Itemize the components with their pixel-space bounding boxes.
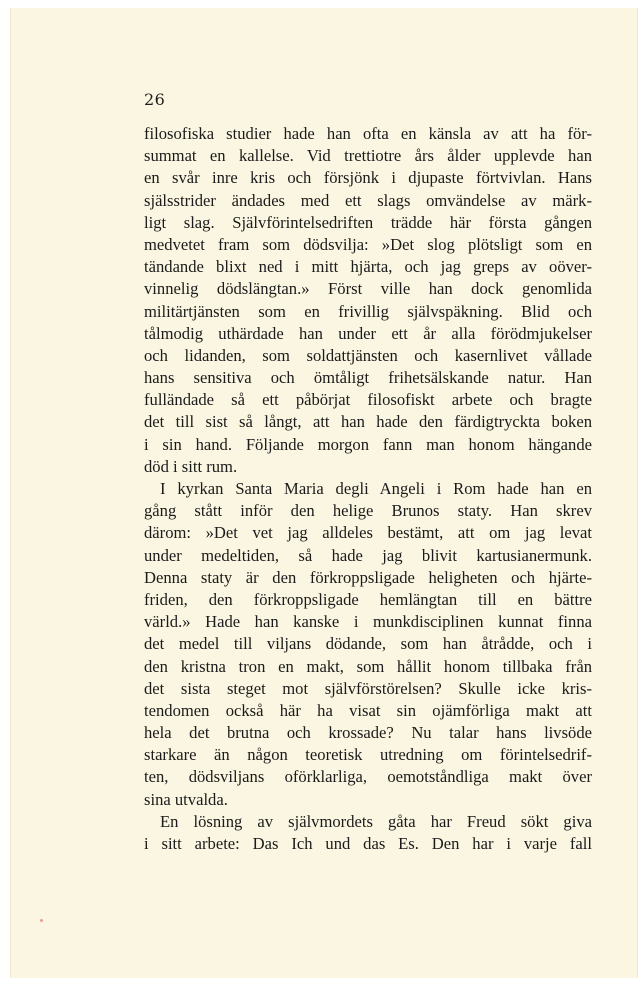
body-text bbox=[144, 123, 592, 855]
text-line: det medel till viljans dödande, som han åtrådde, och i bbox=[144, 634, 592, 654]
text-line: medvetet fram som dödsvilja: »Det slog plötsligt som en bbox=[144, 234, 592, 254]
text-line: gång stått inför den helige Brunos staty. Han skrev bbox=[144, 501, 592, 521]
text-line: i sin hand. Följande morgon fann man honom hängande bbox=[144, 434, 592, 454]
text-line: en svår inre kris och försjönk i djupaste förtvivlan. Hans bbox=[144, 168, 592, 188]
text-line: under medeltiden, så hade jag blivit kartusianermunk. bbox=[144, 545, 592, 565]
text-line: sina utvalda. bbox=[144, 789, 228, 809]
text-line: hela det brutna och krossade? Nu talar hans livsöde bbox=[144, 723, 592, 743]
text-line: därom: »Det vet jag alldeles bestämt, att om jag levat bbox=[144, 523, 592, 543]
text-line: själsstrider ändades med ett slags omvändelse av märk- bbox=[144, 190, 592, 210]
text-line: död i sitt rum. bbox=[144, 456, 238, 476]
book-page bbox=[10, 8, 638, 978]
text-line: det till sist så långt, att han hade den färdigtryckta boken bbox=[144, 412, 592, 432]
text-line: summat en kallelse. Vid trettiotre års ålder upplevde han bbox=[144, 146, 592, 166]
paper-speck bbox=[40, 919, 43, 922]
text-line: och lidanden, som soldattjänsten och kasernlivet vållade bbox=[144, 345, 592, 365]
text-line: hans sensitiva och ömtåligt frihetsälskande natur. Han bbox=[144, 368, 592, 388]
text-line: i sitt arbete: Das Ich und das Es. Den har i varje fall bbox=[144, 834, 592, 853]
text-line: fulländade så ett påbörjat filosofiskt arbete och bragte bbox=[144, 390, 592, 410]
text-line: värld.» Hade han kanske i munkdisciplinen kunnat finna bbox=[144, 612, 592, 632]
text-line: ligt slag. Självförintelsedriften trädde här första gången bbox=[144, 212, 592, 232]
text-line: En lösning av självmordets gåta har Freud sökt giva bbox=[160, 811, 592, 831]
text-line: Denna staty är den förkroppsligade heligheten och hjärte- bbox=[144, 567, 592, 587]
text-line: militärtjänsten som en frivillig självspäkning. Blid och bbox=[144, 301, 592, 321]
text-line: tendomen också här ha visat sin ojämförliga makt att bbox=[144, 700, 592, 720]
text-line: friden, den förkroppsligade hemlängtan till en bättre bbox=[144, 589, 592, 609]
text-line: tålmodig uthärdade han under ett år alla förödmjukelser bbox=[144, 323, 592, 343]
text-line: den kristna tron en makt, som hållit honom tillbaka från bbox=[144, 656, 592, 676]
text-line: tändande blixt ned i mitt hjärta, och jag greps av oöver- bbox=[144, 257, 592, 277]
page-number: 26 bbox=[144, 90, 166, 109]
text-line: det sista steget mot självförstörelsen? Skulle icke kris- bbox=[144, 678, 592, 698]
text-line: filosofiska studier hade han ofta en känsla av att ha för- bbox=[144, 124, 592, 143]
text-line: ten, dödsviljans oförklarliga, oemotståndliga makt över bbox=[144, 767, 592, 787]
text-line: I kyrkan Santa Maria degli Angeli i Rom hade han en bbox=[160, 479, 592, 498]
text-line: vinnelig dödslängtan.» Först ville han dock genomlida bbox=[144, 279, 592, 299]
text-line: starkare än någon teoretisk utredning om förintelsedrif- bbox=[144, 745, 592, 765]
